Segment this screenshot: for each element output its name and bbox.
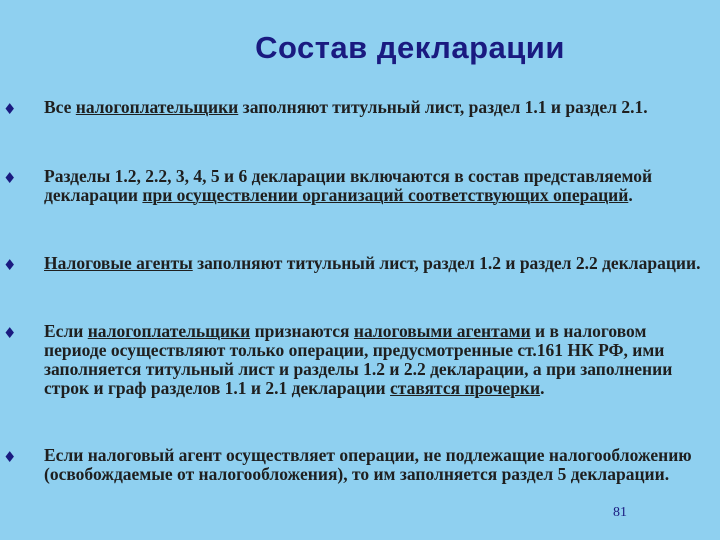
text-segment: .: [540, 378, 545, 398]
slide-title: Состав декларации: [255, 30, 565, 65]
text-segment: .: [628, 185, 633, 205]
bullet-text: [44, 254, 704, 273]
bullet-text: [44, 167, 704, 205]
bullet-text: [44, 98, 704, 117]
text-segment: заполняют титульный лист, раздел 1.1 и раздел 2.1.: [238, 97, 648, 117]
underlined-term: Налоговые агенты: [44, 253, 193, 273]
text-segment: Все: [44, 97, 76, 117]
text-segment: Если: [44, 321, 88, 341]
underlined-term: налогоплательщики: [87, 321, 251, 341]
diamond-bullet-icon: ♦: [3, 169, 17, 187]
underlined-term: ставятся прочерки: [390, 378, 541, 398]
diamond-bullet-icon: ♦: [3, 324, 17, 342]
diamond-bullet-icon: ♦: [3, 256, 17, 274]
bullet-text: [44, 322, 704, 398]
text-segment: Если налоговый агент осуществляет операции, не подлежащие налогообложению (освобождаемые от налогообложения), то им заполняется раздел 5 декларации.: [44, 445, 692, 484]
text-segment: и в налоговом периоде осуществляют только операции, предусмотренные ст.161 НК РФ, ими заполняется титульный лист и разделы 1.2 и 2.2 декларации, а при заполнении строк и граф разделов 1.1 и 2.1 декларации: [44, 321, 673, 398]
page-number: 81: [613, 505, 627, 520]
underlined-term: налогоплательщики: [75, 97, 239, 117]
diamond-bullet-icon: ♦: [3, 100, 17, 118]
text-segment: признаются: [250, 321, 354, 341]
bullet-text: [44, 446, 704, 484]
text-segment: Разделы 1.2, 2.2, 3, 4, 5 и 6 декларации включаются в состав представляемой декларации: [44, 166, 653, 205]
text-segment: заполняют титульный лист, раздел 1.2 и раздел 2.2 декларации.: [192, 253, 701, 273]
underlined-term: при осуществлении организаций соответствующих операций: [142, 185, 629, 205]
diamond-bullet-icon: ♦: [3, 448, 17, 466]
underlined-term: налоговыми агентами: [353, 321, 531, 341]
